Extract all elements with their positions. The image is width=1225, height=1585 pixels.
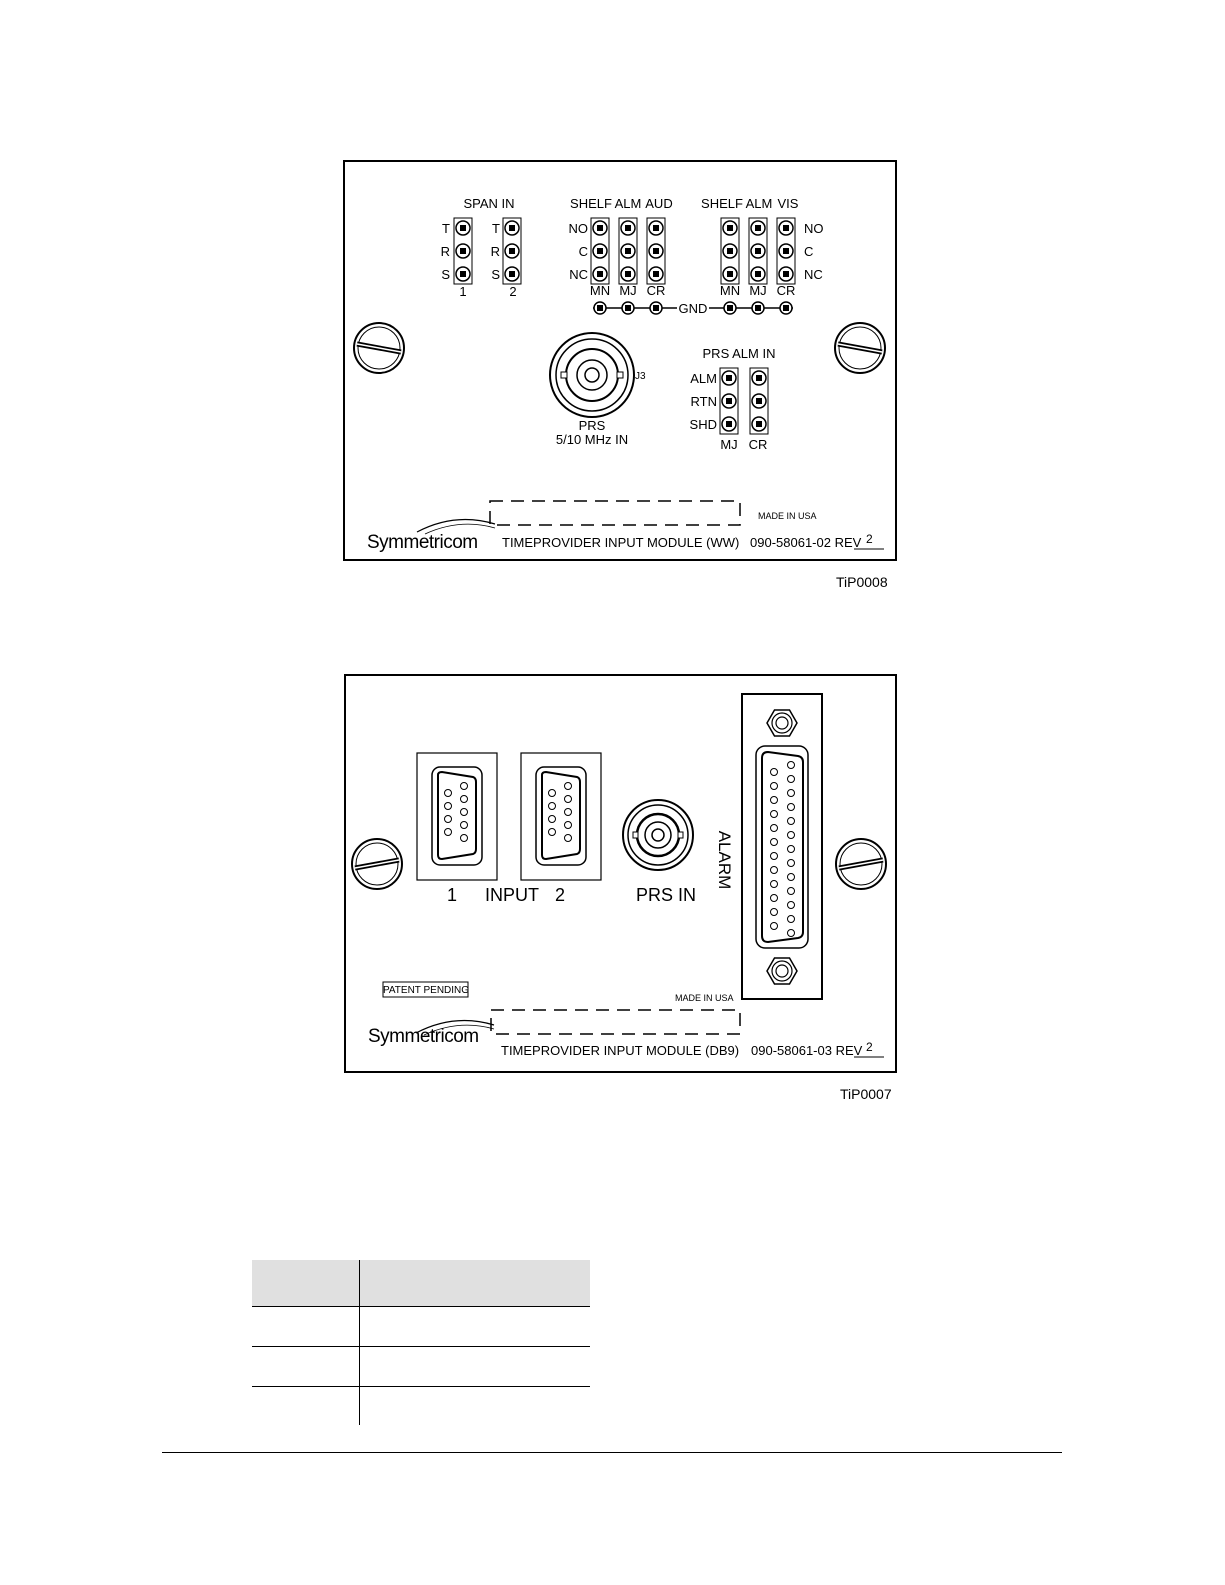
made-in-usa: MADE IN USA <box>675 993 734 1003</box>
prs-alm-terminals <box>720 368 768 434</box>
left-relay-terminals <box>591 218 665 284</box>
span-col-label: 1 <box>459 284 467 299</box>
relay-row-label: NO <box>568 221 588 236</box>
db9-module-panel <box>344 674 897 1073</box>
db25-connector-icon <box>742 694 822 999</box>
terminal-pin <box>456 267 470 281</box>
table-cell <box>360 1347 591 1387</box>
shelf-label: SHELF <box>570 196 612 211</box>
bus-label: MN <box>719 283 741 298</box>
symmetricom-logo <box>367 520 495 554</box>
input-label: INPUT <box>485 885 539 905</box>
span-in-label: SPAN IN <box>463 196 515 211</box>
span-col-label: 2 <box>509 284 517 299</box>
db9-module-drawing <box>346 676 895 1071</box>
prs-in-label: PRS IN <box>635 885 697 905</box>
input-1-label: 1 <box>446 885 458 905</box>
terminal-pin <box>456 221 470 235</box>
bnc-connector-icon <box>550 333 634 417</box>
figure-id: TiP0008 <box>836 574 888 590</box>
module-name: TIMEPROVIDER INPUT MODULE (DB9) <box>501 1043 740 1058</box>
bus-label: MN <box>589 283 611 298</box>
footer-rule <box>162 1452 1062 1453</box>
table-row <box>252 1347 590 1387</box>
table-row <box>252 1307 590 1347</box>
gnd-label: GND <box>678 301 708 316</box>
screw-icon <box>835 323 885 373</box>
table-cell <box>252 1307 360 1347</box>
prs-alm-row-label: ALM <box>690 371 717 386</box>
relay-row-label: NC <box>569 267 588 282</box>
part-number: 090-58061-02 REV <box>750 535 862 550</box>
span-row-label: R <box>490 244 500 259</box>
alm-label: ALM <box>745 196 773 211</box>
made-in-usa: MADE IN USA <box>758 511 817 521</box>
terminal-pin <box>505 221 519 235</box>
ww-module-panel <box>343 160 897 561</box>
relay-row-label: NC <box>804 267 823 282</box>
span-row-label: T <box>442 221 450 236</box>
figure-id: TiP0007 <box>840 1086 892 1102</box>
vis-label: VIS <box>777 196 799 211</box>
spec-table <box>252 1260 590 1425</box>
part-number: 090-58061-03 REV <box>751 1043 863 1058</box>
aud-label: AUD <box>645 196 673 211</box>
span-row-label: T <box>492 221 500 236</box>
span-in-terminals <box>454 218 521 284</box>
span-row-label: S <box>491 267 500 282</box>
table-header-cell <box>252 1260 360 1307</box>
ww-module-drawing <box>345 162 895 559</box>
label-area <box>491 1010 740 1034</box>
bus-label: MJ <box>619 283 637 298</box>
bus-label: MJ <box>749 283 767 298</box>
patent-pending: PATENT PENDING <box>382 985 470 996</box>
terminal-pin <box>456 244 470 258</box>
jack-screw-icon <box>767 958 797 984</box>
prs-alm-col-label: MJ <box>720 437 738 452</box>
table-cell <box>360 1387 591 1426</box>
symmetricom-logo <box>368 1021 494 1048</box>
prs-alm-row-label: RTN <box>690 394 717 409</box>
bus-label: CR <box>776 283 796 298</box>
relay-row-label: NO <box>804 221 824 236</box>
svg-text:Symmetricom: Symmetricom <box>367 532 478 553</box>
j3-label: J3 <box>635 371 646 382</box>
bus-label: CR <box>646 283 666 298</box>
bnc-connector-icon <box>623 800 693 870</box>
relay-row-label: C <box>578 244 588 259</box>
relay-row-label: C <box>804 244 814 259</box>
terminal-pin <box>505 267 519 281</box>
alm-label: ALM <box>614 196 642 211</box>
screw-icon <box>836 839 886 889</box>
prs-label: PRS <box>578 418 606 433</box>
table-header-cell <box>360 1260 591 1307</box>
prs-alm-col-label: CR <box>748 437 768 452</box>
prs-alm-row-label: SHD <box>689 417 717 432</box>
input-2-label: 2 <box>554 885 566 905</box>
screw-icon <box>354 323 404 373</box>
span-row-label: S <box>441 267 450 282</box>
table-cell <box>252 1387 360 1426</box>
shelf-label: SHELF <box>701 196 743 211</box>
span-row-label: R <box>440 244 450 259</box>
svg-text:Symmetricom: Symmetricom <box>368 1026 479 1047</box>
db9-connector-icon <box>521 753 601 880</box>
rev-number: 2 <box>866 532 873 546</box>
table-cell <box>360 1307 591 1347</box>
module-name: TIMEPROVIDER INPUT MODULE (WW) <box>502 535 740 550</box>
table-row <box>252 1387 590 1426</box>
prs-alm-in-label: PRS ALM IN <box>702 346 776 361</box>
prs-sub-label: 5/10 MHz IN <box>555 432 629 447</box>
rev-number: 2 <box>866 1040 873 1054</box>
alarm-label: ALARM <box>715 830 734 890</box>
table-cell <box>252 1347 360 1387</box>
label-area <box>490 501 740 525</box>
right-relay-terminals <box>721 218 795 284</box>
db9-connector-icon <box>417 753 497 880</box>
table-header-row <box>252 1260 590 1307</box>
screw-icon <box>352 839 402 889</box>
terminal-pin <box>505 244 519 258</box>
jack-screw-icon <box>767 710 797 736</box>
